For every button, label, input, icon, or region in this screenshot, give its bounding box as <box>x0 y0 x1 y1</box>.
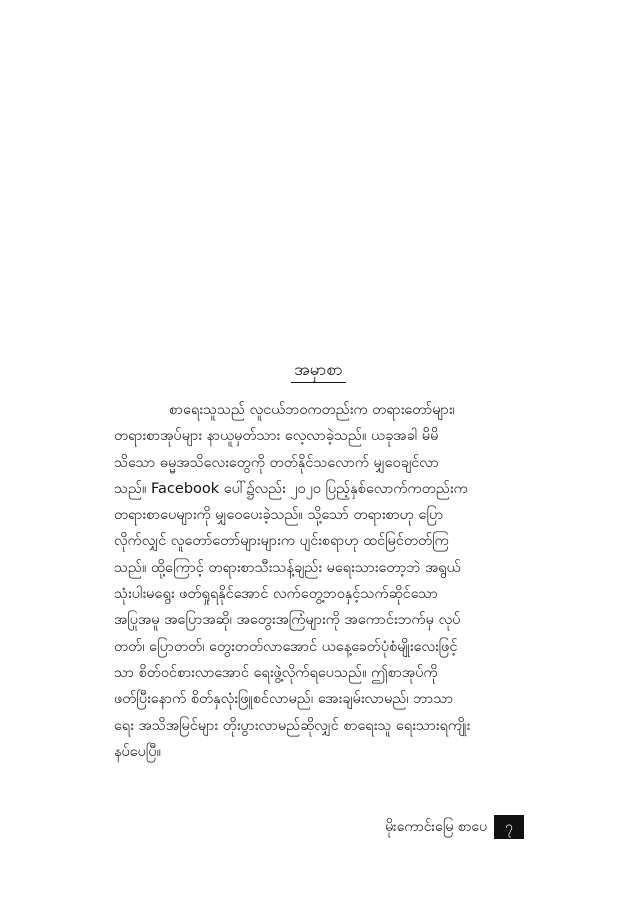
heading-text: အမှာစာ <box>291 360 346 383</box>
page-heading <box>0 357 637 383</box>
text-line: သည်။ Facebook ပေါ်၌လည်း ၂၀၂၀ ပြည့်နှစ်လောက်ကတည်းက <box>114 480 468 497</box>
text-line: တတ်၊ ပြောတတ်၊ တွေးတတ်လာအောင် ယနေ့ခေတ်ပုံစံမျိုးလေးဖြင့် <box>114 638 458 655</box>
text-line: နပ်ပေပြီ။ <box>114 743 162 760</box>
page-number: ၇ <box>505 818 513 835</box>
page-number-badge <box>494 815 524 839</box>
text-line: စာရေးသူသည် လူငယ်ဘဝကတည်းက တရားတော်များ၊ <box>169 402 455 418</box>
text-line: အပြုအမူ အပြောအဆို၊ အတွေးအကြံများကို အကောင်းဘက်မှ လုပ် <box>114 612 461 629</box>
publisher-label: မိုးကောင်းမြေ စာပေ <box>385 818 487 835</box>
text-line: ဖတ်ပြီးနောက် စိတ်နှလုံးဖြူစင်လာမည်၊ အေးချမ်းလာမည်၊ ဘာသာ <box>114 691 454 708</box>
text-line: လိုက်လျှင် လူတော်တော်များများက ပျင်းစရာဟု ထင်မြင်တတ်ကြ <box>114 533 449 550</box>
text-line: သည်။ ထို့ကြောင့် တရားစာသီးသန့်ချည်း မရေးသားတော့ဘဲ အရွယ် <box>114 559 461 576</box>
text-line: သာ စိတ်ဝင်စားလာအောင် ရေးဖွဲ့လိုက်ရပေသည်။ ဤစာအုပ်ကို <box>114 664 438 681</box>
text-line: သုံးပါးမရွေး ဖတ်ရှုရနိုင်အောင် လက်တွေ့ဘဝနှင့်သက်ဆိုင်သော <box>114 586 438 603</box>
text-line: ရေး အသိအမြင်များ တိုးပွားလာမည်ဆိုလျှင် စာရေးသူ ရေးသားရကျိုး <box>114 717 471 734</box>
text-line: တရားစာအုပ်များ နာယူမှတ်သား လေ့လာခဲ့သည်။ ယခုအခါ မိမိ <box>114 428 439 445</box>
text-line: တရားစာပေများကို မျှဝေပေးခဲ့သည်။ သို့သော် တရားစာဟု ပြော <box>114 507 444 524</box>
body-paragraph <box>114 397 524 765</box>
page-footer <box>385 815 524 839</box>
text-line: သိသော ဓမ္မအသိလေးတွေကို တတ်နိုင်သလောက် မျှဝေချင်လာ <box>114 454 439 471</box>
